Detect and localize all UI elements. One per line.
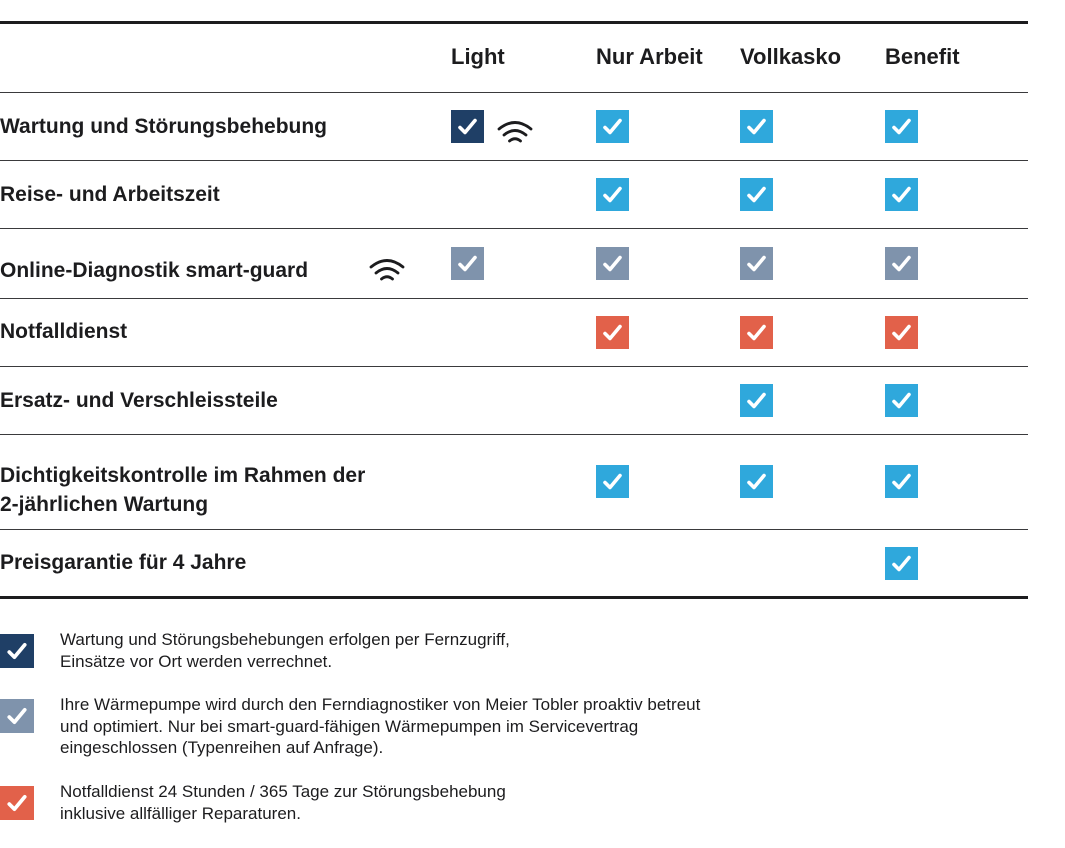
- column-header-nur-arbeit: Nur Arbeit: [596, 44, 703, 69]
- check-icon-row1-vollkasko: [740, 178, 773, 211]
- checkmark-icon: [0, 634, 34, 668]
- row-divider: [0, 228, 1028, 229]
- checkmark-icon: [0, 786, 34, 820]
- wifi-icon: [496, 120, 534, 146]
- column-header-benefit: Benefit: [885, 44, 960, 69]
- column-header-light: Light: [451, 44, 505, 69]
- row-label-online-diagnostik: Online-Diagnostik smart-guard: [0, 259, 309, 282]
- column-header-vollkasko: Vollkasko: [740, 44, 842, 69]
- table-bottom-rule: [0, 596, 1028, 599]
- row-label-notfalldienst: Notfalldienst: [0, 320, 128, 343]
- legend-text: Ihre Wärmepumpe wird durch den Ferndiagnostiker von Meier Tobler proaktiv betreut und optimiert. Nur bei smart-guard-fähigen Wärmepumpen im Servicevertrag eingeschlossen (Typenreihen auf Anfrage).: [60, 695, 701, 757]
- check-icon-row4-benefit: [885, 384, 918, 417]
- row-label-ersatzteile: Ersatz- und Verschleissteile: [0, 389, 278, 412]
- row-label-preisgarantie: Preisgarantie für 4 Jahre: [0, 551, 247, 574]
- check-icon-row2-benefit: [885, 247, 918, 280]
- legend-text: Wartung und Störungsbehebungen erfolgen per Fernzugriff, Einsätze vor Ort werden verrechnet.: [60, 630, 510, 671]
- row-divider: [0, 529, 1028, 530]
- row-divider: [0, 92, 1028, 93]
- row-divider: [0, 434, 1028, 435]
- row-label-wartung: Wartung und Störungsbehebung: [0, 115, 328, 138]
- table-top-rule: [0, 21, 1028, 24]
- check-icon-row6-benefit: [885, 547, 918, 580]
- check-icon-row4-vollkasko: [740, 384, 773, 417]
- check-icon-row5-vollkasko: [740, 465, 773, 498]
- check-icon-row3-benefit: [885, 316, 918, 349]
- check-icon-row2-light: [451, 247, 484, 280]
- row-divider: [0, 298, 1028, 299]
- check-icon-row1-benefit: [885, 178, 918, 211]
- wifi-icon: [367, 258, 407, 284]
- check-icon-row0-light: [451, 110, 484, 143]
- row-label-reise: Reise- und Arbeitszeit: [0, 183, 220, 206]
- check-icon-row2-vollkasko: [740, 247, 773, 280]
- check-icon-row2-nur-arbeit: [596, 247, 629, 280]
- check-icon-row5-nur-arbeit: [596, 465, 629, 498]
- check-icon-row0-benefit: [885, 110, 918, 143]
- row-label-dichtigkeitskontrolle: Dichtigkeitskontrolle im Rahmen der 2-jährlichen Wartung: [0, 464, 366, 516]
- check-icon-row0-vollkasko: [740, 110, 773, 143]
- row-divider: [0, 366, 1028, 367]
- check-icon-row3-nur-arbeit: [596, 316, 629, 349]
- check-icon-row0-nur-arbeit: [596, 110, 629, 143]
- check-icon-row5-benefit: [885, 465, 918, 498]
- legend-text: Notfalldienst 24 Stunden / 365 Tage zur Störungsbehebung inklusive allfälliger Reparaturen.: [60, 782, 506, 823]
- check-icon-row1-nur-arbeit: [596, 178, 629, 211]
- row-divider: [0, 160, 1028, 161]
- check-icon-row3-vollkasko: [740, 316, 773, 349]
- checkmark-icon: [0, 699, 34, 733]
